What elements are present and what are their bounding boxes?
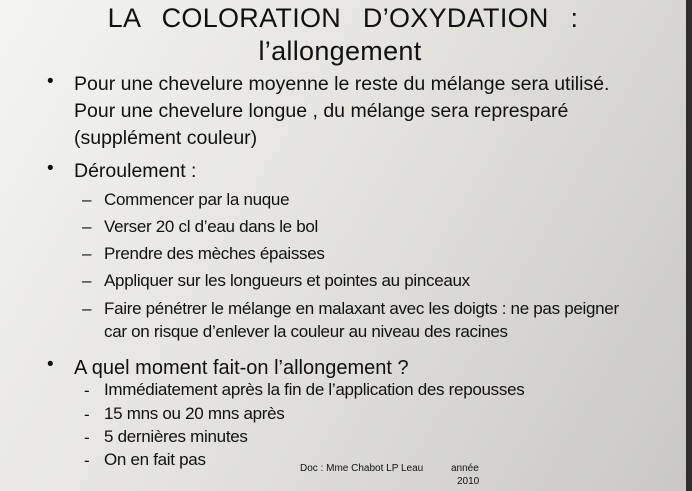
answer-item: On en fait pas xyxy=(104,450,206,469)
sub-dash: – xyxy=(82,271,92,290)
footer-year: 2010 xyxy=(457,476,480,487)
answer-item: 5 dernières minutes xyxy=(104,427,248,446)
sub-dash: - xyxy=(84,451,90,470)
step-item: Prendre des mèches épaisses xyxy=(104,244,325,263)
sub-dash: – xyxy=(82,299,92,318)
slide-edge xyxy=(686,0,692,491)
slide-title-line1: LA COLORATION D’OXYDATION : xyxy=(107,3,579,33)
step-item: Verser 20 cl d’eau dans le bol xyxy=(104,217,319,236)
bullet-2-line-1: Déroulement : xyxy=(74,160,197,182)
step-item-continued: car on risque d’enlever la couleur au niveau des racines xyxy=(104,322,508,341)
sub-dash: - xyxy=(84,405,90,424)
sub-dash: – xyxy=(82,244,92,263)
answer-item: Immédiatement après la fin de l’application des repousses xyxy=(104,380,525,399)
sub-dash: - xyxy=(84,428,90,447)
slide-title-line2: l’allongement xyxy=(258,36,422,66)
step-item: Commencer par la nuque xyxy=(104,190,290,209)
step-item: Appliquer sur les longueurs et pointes au pinceaux xyxy=(104,271,470,290)
answer-item: 15 mns ou 20 mns après xyxy=(104,404,285,423)
sub-dash: – xyxy=(82,190,92,209)
bullet-1-line-1: Pour une chevelure moyenne le reste du mélange sera utilisé. xyxy=(74,73,610,95)
footer-author: Doc : Mme Chabot LP Leau xyxy=(300,463,424,474)
step-item: Faire pénétrer le mélange en malaxant avec les doigts : ne pas peigner xyxy=(104,299,619,318)
bullet-marker: • xyxy=(47,158,54,179)
bullet-1-line-2: Pour une chevelure longue , du mélange sera represparé xyxy=(74,100,569,122)
sub-dash: - xyxy=(84,381,90,400)
sub-dash: – xyxy=(82,217,92,236)
bullet-3-line-1: A quel moment fait-on l’allongement ? xyxy=(74,357,409,379)
bullet-marker: • xyxy=(47,71,54,92)
bullet-1-line-3: (supplément couleur) xyxy=(74,127,258,149)
footer-year-label: année xyxy=(451,463,479,474)
bullet-marker: • xyxy=(47,354,54,375)
